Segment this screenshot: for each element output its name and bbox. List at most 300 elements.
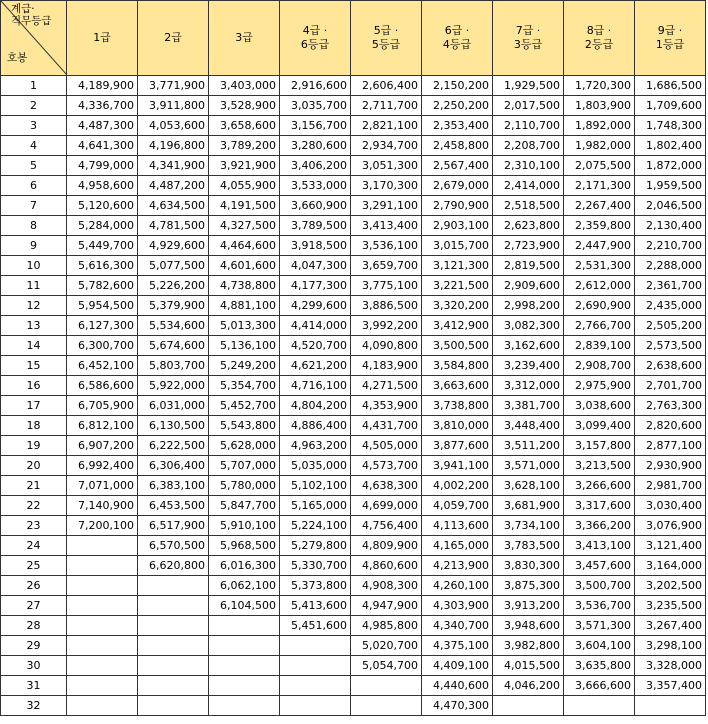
salary-cell xyxy=(138,636,209,656)
salary-cell: 4,601,600 xyxy=(209,256,280,276)
salary-cell: 3,628,100 xyxy=(493,476,564,496)
salary-cell: 3,366,200 xyxy=(564,516,635,536)
salary-cell: 4,487,200 xyxy=(138,176,209,196)
salary-cell: 2,110,700 xyxy=(493,116,564,136)
step-cell: 18 xyxy=(1,416,67,436)
salary-cell: 4,470,300 xyxy=(422,696,493,716)
salary-cell: 3,911,800 xyxy=(138,96,209,116)
salary-cell: 5,543,800 xyxy=(209,416,280,436)
salary-cell: 4,409,100 xyxy=(422,656,493,676)
salary-cell: 3,918,500 xyxy=(280,236,351,256)
column-header-9: 9급 · 1등급 xyxy=(635,1,706,76)
salary-cell: 3,659,700 xyxy=(351,256,422,276)
salary-cell: 3,448,400 xyxy=(493,416,564,436)
salary-cell: 2,046,500 xyxy=(635,196,706,216)
salary-cell xyxy=(493,696,564,716)
salary-cell: 4,191,500 xyxy=(209,196,280,216)
salary-cell: 1,929,500 xyxy=(493,76,564,96)
salary-cell: 4,963,200 xyxy=(280,436,351,456)
salary-cell: 2,638,600 xyxy=(635,356,706,376)
salary-cell: 3,170,300 xyxy=(351,176,422,196)
salary-cell: 3,121,400 xyxy=(635,536,706,556)
corner-top-label: 계급· 직무등급 xyxy=(11,3,52,27)
salary-cell: 5,379,900 xyxy=(138,296,209,316)
salary-cell: 6,222,500 xyxy=(138,436,209,456)
salary-cell: 4,699,000 xyxy=(351,496,422,516)
salary-cell xyxy=(67,656,138,676)
salary-cell: 3,157,800 xyxy=(564,436,635,456)
salary-cell: 5,035,000 xyxy=(280,456,351,476)
salary-cell: 3,076,900 xyxy=(635,516,706,536)
salary-cell: 4,047,300 xyxy=(280,256,351,276)
step-cell: 14 xyxy=(1,336,67,356)
table-row xyxy=(1,236,706,256)
salary-cell xyxy=(209,636,280,656)
table-row xyxy=(1,456,706,476)
salary-cell: 2,723,900 xyxy=(493,236,564,256)
salary-cell: 3,202,500 xyxy=(635,576,706,596)
salary-cell: 3,413,400 xyxy=(351,216,422,236)
salary-cell: 6,907,200 xyxy=(67,436,138,456)
salary-cell: 3,457,600 xyxy=(564,556,635,576)
salary-cell: 3,121,300 xyxy=(422,256,493,276)
salary-cell: 7,200,100 xyxy=(67,516,138,536)
salary-cell: 3,239,400 xyxy=(493,356,564,376)
salary-cell: 6,062,100 xyxy=(209,576,280,596)
salary-cell: 5,707,000 xyxy=(209,456,280,476)
salary-cell xyxy=(351,676,422,696)
salary-cell: 4,336,700 xyxy=(67,96,138,116)
salary-cell: 4,213,900 xyxy=(422,556,493,576)
salary-cell: 3,328,000 xyxy=(635,656,706,676)
table-row xyxy=(1,516,706,536)
salary-cell: 2,711,700 xyxy=(351,96,422,116)
salary-cell xyxy=(280,696,351,716)
salary-cell: 5,136,100 xyxy=(209,336,280,356)
salary-cell: 2,690,900 xyxy=(564,296,635,316)
table-row xyxy=(1,136,706,156)
salary-cell: 6,127,300 xyxy=(67,316,138,336)
salary-cell: 6,383,100 xyxy=(138,476,209,496)
salary-cell xyxy=(209,676,280,696)
table-row xyxy=(1,256,706,276)
salary-cell xyxy=(138,656,209,676)
salary-cell: 3,604,100 xyxy=(564,636,635,656)
salary-cell: 5,224,100 xyxy=(280,516,351,536)
salary-cell: 5,165,000 xyxy=(280,496,351,516)
salary-cell: 5,674,600 xyxy=(138,336,209,356)
step-cell: 3 xyxy=(1,116,67,136)
table-row xyxy=(1,636,706,656)
salary-cell: 4,341,900 xyxy=(138,156,209,176)
salary-cell: 4,573,700 xyxy=(351,456,422,476)
table-body xyxy=(1,76,706,716)
salary-cell: 3,830,300 xyxy=(493,556,564,576)
salary-cell xyxy=(67,616,138,636)
salary-cell: 5,102,100 xyxy=(280,476,351,496)
step-cell: 17 xyxy=(1,396,67,416)
salary-cell: 3,267,400 xyxy=(635,616,706,636)
salary-cell: 2,017,500 xyxy=(493,96,564,116)
salary-cell: 4,375,100 xyxy=(422,636,493,656)
salary-cell: 3,528,900 xyxy=(209,96,280,116)
salary-cell: 2,150,200 xyxy=(422,76,493,96)
salary-cell: 5,413,600 xyxy=(280,596,351,616)
salary-cell: 2,679,000 xyxy=(422,176,493,196)
salary-cell xyxy=(280,636,351,656)
column-header-5: 5급 · 5등급 xyxy=(351,1,422,76)
salary-cell: 5,954,500 xyxy=(67,296,138,316)
salary-cell: 1,720,300 xyxy=(564,76,635,96)
salary-cell: 6,452,100 xyxy=(67,356,138,376)
salary-cell: 4,177,300 xyxy=(280,276,351,296)
salary-cell: 2,981,700 xyxy=(635,476,706,496)
salary-cell: 2,458,800 xyxy=(422,136,493,156)
salary-cell: 4,641,300 xyxy=(67,136,138,156)
salary-cell xyxy=(209,616,280,636)
salary-cell: 2,766,700 xyxy=(564,316,635,336)
salary-cell xyxy=(67,696,138,716)
salary-cell: 4,340,700 xyxy=(422,616,493,636)
salary-cell: 4,271,500 xyxy=(351,376,422,396)
salary-cell: 2,171,300 xyxy=(564,176,635,196)
salary-cell: 3,775,100 xyxy=(351,276,422,296)
salary-cell: 2,447,900 xyxy=(564,236,635,256)
salary-cell: 4,299,600 xyxy=(280,296,351,316)
salary-cell: 6,031,000 xyxy=(138,396,209,416)
salary-cell: 5,330,700 xyxy=(280,556,351,576)
table-row xyxy=(1,296,706,316)
salary-cell: 4,431,700 xyxy=(351,416,422,436)
table-row xyxy=(1,616,706,636)
salary-cell: 6,620,800 xyxy=(138,556,209,576)
step-cell: 32 xyxy=(1,696,67,716)
salary-cell xyxy=(67,556,138,576)
salary-cell: 2,819,500 xyxy=(493,256,564,276)
salary-cell: 6,812,100 xyxy=(67,416,138,436)
salary-cell: 5,847,700 xyxy=(209,496,280,516)
salary-cell: 3,381,700 xyxy=(493,396,564,416)
salary-cell: 2,975,900 xyxy=(564,376,635,396)
salary-cell: 3,635,800 xyxy=(564,656,635,676)
salary-cell xyxy=(138,676,209,696)
salary-cell: 2,518,500 xyxy=(493,196,564,216)
table-row xyxy=(1,116,706,136)
salary-cell: 4,260,100 xyxy=(422,576,493,596)
header-row xyxy=(1,1,706,76)
salary-cell: 3,660,900 xyxy=(280,196,351,216)
salary-cell: 3,875,300 xyxy=(493,576,564,596)
salary-cell: 4,781,500 xyxy=(138,216,209,236)
salary-cell: 2,606,400 xyxy=(351,76,422,96)
salary-cell xyxy=(138,596,209,616)
salary-cell: 4,196,800 xyxy=(138,136,209,156)
salary-cell: 1,802,400 xyxy=(635,136,706,156)
salary-cell: 2,623,800 xyxy=(493,216,564,236)
salary-cell: 3,584,800 xyxy=(422,356,493,376)
salary-cell: 5,373,800 xyxy=(280,576,351,596)
salary-cell: 3,038,600 xyxy=(564,396,635,416)
salary-cell: 3,511,200 xyxy=(493,436,564,456)
salary-cell: 3,681,900 xyxy=(493,496,564,516)
column-header-6: 6급 · 4등급 xyxy=(422,1,493,76)
salary-cell: 5,922,000 xyxy=(138,376,209,396)
salary-cell: 3,317,600 xyxy=(564,496,635,516)
salary-cell xyxy=(138,576,209,596)
salary-cell: 4,440,600 xyxy=(422,676,493,696)
salary-cell: 5,279,800 xyxy=(280,536,351,556)
salary-cell: 6,705,900 xyxy=(67,396,138,416)
column-header-7: 7급 · 3등급 xyxy=(493,1,564,76)
step-cell: 22 xyxy=(1,496,67,516)
salary-cell: 1,959,500 xyxy=(635,176,706,196)
step-cell: 29 xyxy=(1,636,67,656)
salary-cell: 4,414,000 xyxy=(280,316,351,336)
salary-cell: 5,354,700 xyxy=(209,376,280,396)
salary-cell: 3,312,000 xyxy=(493,376,564,396)
step-cell: 25 xyxy=(1,556,67,576)
table-row xyxy=(1,496,706,516)
salary-cell xyxy=(209,656,280,676)
salary-cell: 3,666,600 xyxy=(564,676,635,696)
salary-cell: 6,130,500 xyxy=(138,416,209,436)
salary-cell: 3,992,200 xyxy=(351,316,422,336)
salary-cell: 4,002,200 xyxy=(422,476,493,496)
salary-cell: 3,357,400 xyxy=(635,676,706,696)
salary-cell: 4,183,900 xyxy=(351,356,422,376)
table-row xyxy=(1,396,706,416)
salary-cell: 2,267,400 xyxy=(564,196,635,216)
column-header-1: 1급 xyxy=(67,1,138,76)
salary-cell: 6,570,500 xyxy=(138,536,209,556)
salary-cell: 2,208,700 xyxy=(493,136,564,156)
salary-cell: 4,055,900 xyxy=(209,176,280,196)
table-row xyxy=(1,276,706,296)
step-cell: 7 xyxy=(1,196,67,216)
salary-cell: 4,947,900 xyxy=(351,596,422,616)
step-cell: 4 xyxy=(1,136,67,156)
salary-cell: 4,756,400 xyxy=(351,516,422,536)
salary-cell: 2,567,400 xyxy=(422,156,493,176)
salary-cell: 4,958,600 xyxy=(67,176,138,196)
step-cell: 28 xyxy=(1,616,67,636)
salary-cell: 3,213,500 xyxy=(564,456,635,476)
salary-cell: 1,709,600 xyxy=(635,96,706,116)
salary-cell: 3,099,400 xyxy=(564,416,635,436)
salary-cell: 4,520,700 xyxy=(280,336,351,356)
salary-cell: 4,804,200 xyxy=(280,396,351,416)
step-cell: 10 xyxy=(1,256,67,276)
salary-cell: 4,053,600 xyxy=(138,116,209,136)
salary-cell: 4,985,800 xyxy=(351,616,422,636)
salary-cell: 7,071,000 xyxy=(67,476,138,496)
step-cell: 27 xyxy=(1,596,67,616)
salary-cell: 5,780,000 xyxy=(209,476,280,496)
salary-cell: 4,505,000 xyxy=(351,436,422,456)
salary-cell: 5,451,600 xyxy=(280,616,351,636)
salary-cell: 3,658,600 xyxy=(209,116,280,136)
salary-cell: 5,452,700 xyxy=(209,396,280,416)
salary-cell: 6,453,500 xyxy=(138,496,209,516)
salary-cell: 4,487,300 xyxy=(67,116,138,136)
step-cell: 8 xyxy=(1,216,67,236)
salary-cell: 3,320,200 xyxy=(422,296,493,316)
salary-cell: 3,164,000 xyxy=(635,556,706,576)
salary-cell: 5,120,600 xyxy=(67,196,138,216)
salary-cell: 3,291,100 xyxy=(351,196,422,216)
salary-cell: 5,226,200 xyxy=(138,276,209,296)
salary-cell xyxy=(635,696,706,716)
salary-cell: 2,612,000 xyxy=(564,276,635,296)
salary-cell: 1,803,900 xyxy=(564,96,635,116)
salary-cell: 3,266,600 xyxy=(564,476,635,496)
salary-cell xyxy=(138,616,209,636)
salary-cell: 3,734,100 xyxy=(493,516,564,536)
salary-cell: 3,235,500 xyxy=(635,596,706,616)
salary-cell: 3,015,700 xyxy=(422,236,493,256)
salary-cell: 3,886,500 xyxy=(351,296,422,316)
table-row xyxy=(1,696,706,716)
step-cell: 2 xyxy=(1,96,67,116)
table-row xyxy=(1,176,706,196)
step-cell: 5 xyxy=(1,156,67,176)
salary-cell: 2,075,500 xyxy=(564,156,635,176)
salary-cell: 2,998,200 xyxy=(493,296,564,316)
salary-cell: 3,783,500 xyxy=(493,536,564,556)
salary-cell: 3,771,900 xyxy=(138,76,209,96)
table-row xyxy=(1,316,706,336)
salary-cell: 2,839,100 xyxy=(564,336,635,356)
salary-cell: 4,113,600 xyxy=(422,516,493,536)
salary-cell xyxy=(280,656,351,676)
salary-cell xyxy=(67,536,138,556)
step-cell: 11 xyxy=(1,276,67,296)
salary-cell: 2,877,100 xyxy=(635,436,706,456)
salary-cell: 5,628,000 xyxy=(209,436,280,456)
table-row xyxy=(1,76,706,96)
salary-cell: 3,663,600 xyxy=(422,376,493,396)
salary-cell xyxy=(67,596,138,616)
table-row xyxy=(1,556,706,576)
step-cell: 20 xyxy=(1,456,67,476)
table-row xyxy=(1,416,706,436)
salary-cell: 5,077,500 xyxy=(138,256,209,276)
step-cell: 31 xyxy=(1,676,67,696)
table-row xyxy=(1,656,706,676)
salary-cell: 3,533,000 xyxy=(280,176,351,196)
salary-cell: 2,909,600 xyxy=(493,276,564,296)
column-header-3: 3급 xyxy=(209,1,280,76)
salary-cell: 4,303,900 xyxy=(422,596,493,616)
corner-header-cell xyxy=(1,1,67,76)
salary-cell: 3,413,100 xyxy=(564,536,635,556)
salary-cell: 4,046,200 xyxy=(493,676,564,696)
salary-cell: 3,913,200 xyxy=(493,596,564,616)
salary-cell: 2,531,300 xyxy=(564,256,635,276)
step-cell: 21 xyxy=(1,476,67,496)
salary-cell: 5,284,000 xyxy=(67,216,138,236)
salary-cell: 6,517,900 xyxy=(138,516,209,536)
salary-cell: 3,789,500 xyxy=(280,216,351,236)
salary-cell: 5,910,100 xyxy=(209,516,280,536)
salary-cell: 1,982,000 xyxy=(564,136,635,156)
salary-cell: 5,013,300 xyxy=(209,316,280,336)
salary-cell: 2,310,100 xyxy=(493,156,564,176)
table-row xyxy=(1,676,706,696)
salary-cell: 1,748,300 xyxy=(635,116,706,136)
salary-cell: 3,571,300 xyxy=(564,616,635,636)
salary-cell: 5,968,500 xyxy=(209,536,280,556)
salary-cell: 4,090,800 xyxy=(351,336,422,356)
salary-cell: 3,948,600 xyxy=(493,616,564,636)
step-cell: 15 xyxy=(1,356,67,376)
column-header-2: 2급 xyxy=(138,1,209,76)
salary-cell: 5,249,200 xyxy=(209,356,280,376)
salary-cell: 3,810,000 xyxy=(422,416,493,436)
salary-cell: 4,881,100 xyxy=(209,296,280,316)
salary-cell: 2,353,400 xyxy=(422,116,493,136)
salary-cell: 2,908,700 xyxy=(564,356,635,376)
step-cell: 30 xyxy=(1,656,67,676)
salary-cell: 2,701,700 xyxy=(635,376,706,396)
salary-cell: 2,505,200 xyxy=(635,316,706,336)
step-cell: 23 xyxy=(1,516,67,536)
salary-cell: 6,104,500 xyxy=(209,596,280,616)
salary-cell: 3,500,500 xyxy=(422,336,493,356)
salary-cell: 4,464,600 xyxy=(209,236,280,256)
salary-cell: 4,738,800 xyxy=(209,276,280,296)
salary-cell: 3,738,800 xyxy=(422,396,493,416)
salary-cell xyxy=(138,696,209,716)
salary-cell: 3,035,700 xyxy=(280,96,351,116)
salary-cell: 2,820,600 xyxy=(635,416,706,436)
step-cell: 1 xyxy=(1,76,67,96)
salary-cell: 4,860,600 xyxy=(351,556,422,576)
salary-cell: 4,638,300 xyxy=(351,476,422,496)
table-row xyxy=(1,476,706,496)
salary-cell: 4,327,500 xyxy=(209,216,280,236)
table-row xyxy=(1,596,706,616)
step-cell: 24 xyxy=(1,536,67,556)
salary-cell: 2,414,000 xyxy=(493,176,564,196)
salary-cell: 2,288,000 xyxy=(635,256,706,276)
salary-cell: 4,165,000 xyxy=(422,536,493,556)
salary-cell xyxy=(67,576,138,596)
salary-cell xyxy=(209,696,280,716)
salary-cell: 4,929,600 xyxy=(138,236,209,256)
salary-cell: 1,892,000 xyxy=(564,116,635,136)
salary-cell: 2,763,300 xyxy=(635,396,706,416)
salary-cell: 5,782,600 xyxy=(67,276,138,296)
salary-cell: 3,082,300 xyxy=(493,316,564,336)
step-cell: 26 xyxy=(1,576,67,596)
table-row xyxy=(1,96,706,116)
salary-cell: 5,534,600 xyxy=(138,316,209,336)
salary-cell: 3,571,000 xyxy=(493,456,564,476)
salary-cell: 7,140,900 xyxy=(67,496,138,516)
salary-cell: 4,621,200 xyxy=(280,356,351,376)
salary-cell: 5,449,700 xyxy=(67,236,138,256)
salary-cell: 3,051,300 xyxy=(351,156,422,176)
salary-cell: 4,716,100 xyxy=(280,376,351,396)
salary-cell: 4,799,000 xyxy=(67,156,138,176)
salary-cell: 2,130,400 xyxy=(635,216,706,236)
salary-cell: 3,500,700 xyxy=(564,576,635,596)
salary-cell: 5,616,300 xyxy=(67,256,138,276)
salary-cell: 6,016,300 xyxy=(209,556,280,576)
salary-cell: 2,903,100 xyxy=(422,216,493,236)
salary-cell: 3,921,900 xyxy=(209,156,280,176)
